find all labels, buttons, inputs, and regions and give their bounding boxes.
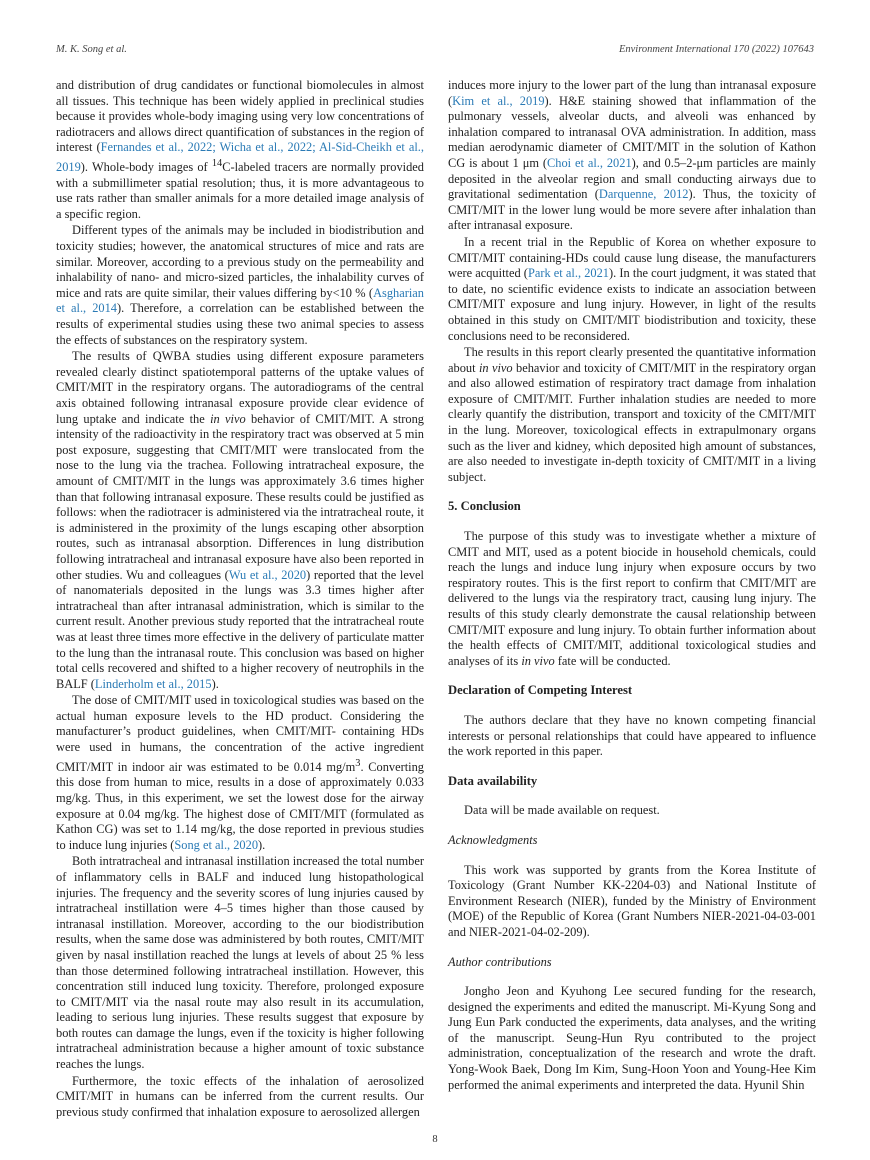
- paragraph: Different types of the animals may be included in biodistribution and toxicity studies; however, the anatomical structures of mice and rats are similar. Moreover, according to a previous study on the permeability and inhalability of nano- and micro-sized particles, the inhalability curves of mice and rats are quite similar, their values differing by<10 % (Asgharian et al., 2014). Therefore, a correlation can be established between the results of experimental studies using these two animal species to assess the effects of substances on the respiratory system.: [56, 223, 424, 347]
- paragraph: induces more injury to the lower part of the lung than intranasal exposure (Kim et al., 2019). H&E staining showed that inflammation of the pulmonary vessels, alveolar ducts, and alveoli was enhanced by inhalation compared to intranasal OVA administration. In addition, mass median aerodynamic diameter of CMIT/MIT in the solution of Kathon CG is about 1 μm (Choi et al., 2021), and 0.5–2-μm particles are mainly deposited in the alveolar region and small conducting airways due to gravitational sedimentation (Darquenne, 2012). Thus, the toxicity of CMIT/MIT in the lower lung would be more severe after inhalation than after intranasal exposure.: [448, 78, 816, 233]
- left-column: [56, 78, 424, 1121]
- header-authors: M. K. Song et al.: [56, 44, 127, 55]
- section-heading-competing-interest: Declaration of Competing Interest: [448, 683, 633, 698]
- paragraph: and distribution of drug candidates or functional biomolecules in almost all tissues. This technique has been widely applied in preclinical studies because it provides whole-body imaging using very low concentrations of radiotracers and allows direct quantification of substances in the region of interest (Fernandes et al., 2022; Wicha et al., 2022; Al-Sid-Cheikh et al., 2019). Whole-body images of $^{14}$C-labeled tracers are normally provided with a submillimeter spatial resolution; thus, it is more advantageous to use rats rather than smaller animals for a more detailed image analysis of a specific region.: [56, 78, 424, 221]
- right-column: [448, 78, 816, 1094]
- paragraph: Both intratracheal and intranasal instillation increased the total number of inflammatory cells in BALF and induced lung histopathological injuries. The frequency and the severity scores of lung injuries caused by intratracheal instillation were 4–5 times higher than those caused by intranasal instillation. Moreover, according to the our biodistribution results, when the same dose was administered by both routes, CMIT/MIT given by nasal instillation reached the lungs at levels of about 25 % less than those determined following intratracheal instillation. However, this concentration still induced lung toxicity. Therefore, prolonged exposure to CMIT/MIT via the nasal route may also result in its accumulation, leading to serious lung injuries. These results suggest that exposure by both routes can damage the lungs, even if the toxicity is higher following intratracheal administration because a higher amount of toxic substance reaches the lungs.: [56, 854, 424, 1072]
- section-heading-data-availability: Data availability: [448, 773, 538, 788]
- paragraph: Furthermore, the toxic effects of the inhalation of aerosolized CMIT/MIT in humans can be inferred from the current results. Our previous study confirmed that inhalation exposure to aerosolized allergen: [56, 1073, 424, 1119]
- citation-link[interactable]: Song et al., 2020: [174, 837, 259, 852]
- citation-link[interactable]: Kim et al., 2019: [452, 93, 545, 108]
- citation-link[interactable]: Park et al., 2021: [527, 266, 609, 281]
- paragraph: This work was supported by grants from the Korea Institute of Toxicology (Grant Number KK-2204-03) and National Institute of Environment Research (NIER), funded by the Ministry of Environment (MOE) of the Republic of Korea (Grant Numbers NIER-2021-04-03-001 and NIER-2021-04-02-209).: [448, 862, 816, 939]
- citation-link[interactable]: Darquenne, 2012: [598, 187, 689, 202]
- section-heading-author-contributions: Author contributions: [448, 954, 552, 969]
- paragraph: The results in this report clearly presented the quantitative information about in vivo behavior and toxicity of CMIT/MIT in the respiratory organ and also allowed estimation of respiratory tract damage from inhalation exposure of CMIT/MIT. Further inhalation studies are needed to more clearly quantify the distribution, transport and toxicity of the CMIT/MIT in the lung. Moreover, toxicological effects in extrapulmonary organs such as the liver and kidney, which deposited high amount of substances, are also needed to investigate in-depth toxicity of CMIT/MIT in a living subject.: [448, 345, 816, 484]
- paragraph: The dose of CMIT/MIT used in toxicological studies was based on the actual human exposure levels to the HD product. Considering the manufacturer’s product guidelines, when CMIT/MIT- containing HDs were used in humans, the concentration of the active ingredient CMIT/MIT in indoor air was estimated to be 0.014 $mg/m^3$. Converting this dose from human to mice, results in a dose of approximately 0.033 mg/kg. Thus, in this experiment, we set the lowest dose for the airway exposure at 0.04 mg/kg. The highest dose of CMIT/MIT (formulated as Kathon CG) was set to 1.14 mg/kg, the dose reported in previous studies to induce lung injuries (Song et al., 2020).: [56, 693, 425, 852]
- paragraph: Data will be made available on request.: [464, 803, 660, 818]
- citation-link[interactable]: Choi et al., 2021: [547, 155, 632, 170]
- section-heading-conclusion: 5. Conclusion: [448, 499, 521, 514]
- section-heading-acknowledgments: Acknowledgments: [448, 832, 538, 847]
- paragraph: The purpose of this study was to investigate whether a mixture of CMIT and MIT, used as a potent biocide in household chemicals, could reach the lungs and induce lung injury when exposure occurs by two respiratory routes. This is the first report to confirm that CMIT/MIT are delivered to the lungs via the respiratory tract, causing lung injury. The results of this study clearly demonstrate the causal relationship between CMIT/MIT exposure and lung injury. To obtain further information about the health effects of CMIT/MIT, additional toxicological studies and analyses of its in vivo fate will be conducted.: [448, 529, 816, 668]
- citation-link[interactable]: Linderholm et al., 2015: [94, 676, 212, 691]
- page-number: 8: [432, 1134, 438, 1145]
- paragraph: The authors declare that they have no known competing financial interests or personal relationships that could have appeared to influence the work reported in this paper.: [448, 712, 816, 759]
- citation-link[interactable]: Wu et al., 2020: [228, 567, 307, 582]
- citation-link[interactable]: Asgharian et al., 2014: [56, 285, 424, 316]
- paragraph: In a recent trial in the Republic of Korea on whether exposure to CMIT/MIT containing-HDs could cause lung disease, the manufacturers were acquitted (Park et al., 2021). In the court judgment, it was stated that to date, no scientific evidence exists to indicate an association between CMIT/MIT exposure and lung injury. However, in light of the results obtained in this study on CMIT/MIT biodistribution and toxicity, these conclusions need to be reconsidered.: [448, 234, 816, 343]
- citation-link[interactable]: Fernandes et al., 2022; Wicha et al., 2022; Al-Sid-Cheikh et al., 2019: [56, 140, 424, 175]
- paragraph: Jongho Jeon and Kyuhong Lee secured funding for the research, designed the experiments and edited the manuscript. Mi-Kyung Song and Jung Eun Park conducted the experiments, data analyses, and the writing of the manuscript. Seung-Hun Ryu contributed to the project administration, conceptualization of the research and wrote the draft. Yong-Wook Baek, Dong Im Kim, Sung-Hoon Yoon and Young-Hee Kim performed the animal experiments and interpreted the data. Hyunil Shin: [448, 984, 816, 1092]
- header-journal: Environment International 170 (2022) 107643: [618, 44, 814, 55]
- running-header: [56, 44, 814, 55]
- paragraph: The results of QWBA studies using different exposure parameters revealed clearly distinct spatiotemporal patterns of the uptake values of CMIT/MIT in the respiratory organs. The autoradiograms of the central axis obtained following intranasal exposure provide clear evidence of lung uptake and indicate the in vivo behavior of CMIT/MIT. A strong intensity of the radioactivity in the respiratory tract was observed at 5 min post exposure, suggesting that CMIT/MIT were translocated from the nose to the lung via the trachea. Following intratracheal exposure, the amount of CMIT/MIT in the lungs was approximately 3.6 times higher than that following intranasal exposure. These results could be justified as follows: when the radiotracer is administered via the intratracheal route, it is administered in the proximity of the lungs escaping other absorption routes, such as intranasal absorption. Differences in lung distribution following intratracheal and intranasal exposure have also been reported in other studies. Wu and colleagues (Wu et al., 2020) reported that the level of nanomaterials deposited in the lungs was 3.3 times higher after intratracheal than after intranasal administration, which is similar to the current result. Another previous study reported that the intratracheal route was at least three times more effective in the delivery of particulate matter to the lung than the intranasal route. This conclusion was based on higher total cells recovered and shifted to a higher recovery of neutrophils in the BALF (Linderholm et al., 2015).: [56, 349, 424, 691]
